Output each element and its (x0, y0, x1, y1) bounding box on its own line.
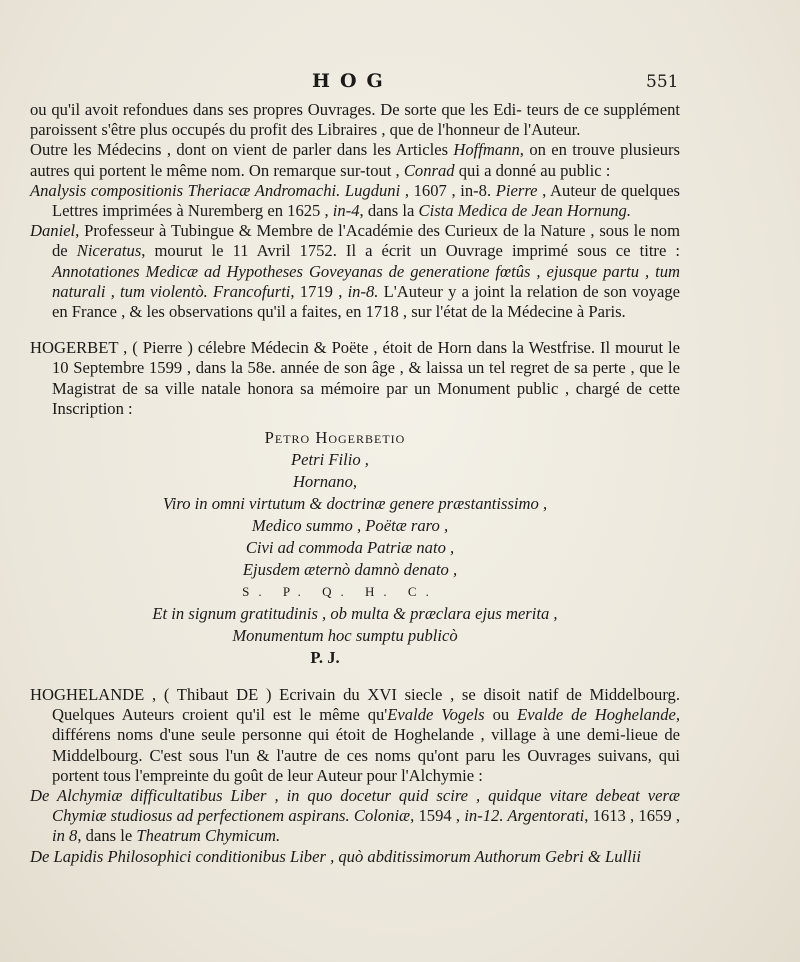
name-hoffmann: Hoffmann (453, 140, 520, 160)
inscription-line: Et in signum gratitudinis , ob multa & præclara ejus merita , (152, 604, 558, 624)
entry-text: ( Pierre ) célebre Médecin & Poëte , étoit de Horn dans la Westfrise. Il mourut le 10 Septembre 1599 , dans la 58e. année de son âge , & laissa un tel regret de sa perte , que le Magistrat de sa ville natale honora sa mémoire par un Monument public , chargé de cette Inscription : (52, 338, 680, 418)
entry-heading: HOGERBET , (30, 338, 128, 358)
name-daniel: Daniel (30, 221, 76, 241)
work-title: De Alchymiæ difficultatibus Liber , in quo docetur quid scire , quidque vitare debeat veræ Chymiæ studiosus ad perfectionem aspirans. Coloniæ (30, 786, 680, 826)
text-run: , 1719 , (290, 281, 343, 301)
entry-text: ( Thibaut DE ) Ecrivain du XVI siecle , se disoit natif de Middelbourg. Quelques Auteurs croient qu'il est le même qu' (52, 685, 681, 725)
name-niceratus: Niceratus (76, 241, 142, 261)
text-run: , Auteur de quelques Lettres imprimées à Nuremberg en 1625 , (52, 180, 681, 221)
running-title: HOG (312, 70, 393, 92)
inscription-line: Ejusdem æternò damnò denato , (242, 560, 458, 580)
text-line: teurs de ce supplément paroissent s'être plus occupés du profit des Libraires , (30, 100, 680, 140)
entry-hoghelande (30, 685, 680, 786)
work-title: Cista Medica de Jean Hornung. (418, 201, 631, 221)
entry-text: , différens noms d'une seule personne qui étoit de Hoghelande , village à une demi-lieue de Middelbourg. C'est sous l'un & l'autre de ces noms qu'ont paru les Ouvrages suivans, qui portent tous l'empreinte du goût de leur Auteur pour l'Alchymie : (52, 705, 681, 785)
inscription-line: Hornano, (292, 472, 358, 492)
work-imprint: , 1613 , 1659 , (584, 806, 681, 826)
text-line: ou qu'il avoit refondues dans ses propres Ouvrages. De sorte que les Edi- (30, 100, 522, 119)
text-run: L'Auteur y a joint la relation de son voyage en France , & les observations qu'il a faites, en 1718 , sur l'état de la Médecine à Paris. (52, 281, 680, 322)
inscription-line: Monumentum hoc sumptu publicò (232, 626, 458, 646)
work-imprint: , 1594 , (410, 806, 461, 826)
text-run: qui a donné au public : (458, 160, 611, 180)
inscription-line: Viro in omni virtutum & doctrinæ genere præstantissimo , (162, 494, 548, 514)
work-title: Annotationes Medicæ ad Hypotheses Goveyanas de generatione fœtûs , ejusque partu , tum naturali , tum violentò. Francofurti (52, 261, 680, 301)
inscription-line: Petri Filio , (291, 450, 369, 470)
text-line: que de l'honneur de l'Auteur. (389, 120, 581, 140)
inscription-line: Civi ad commoda Patriæ nato , (245, 538, 455, 558)
inscription-line: P. J. (310, 648, 340, 668)
inscription (30, 427, 680, 669)
hoghelande-work-2 (30, 847, 680, 867)
entry-text: ou (492, 705, 510, 725)
inscription-line: Medico summo , Poëtæ raro , (251, 516, 449, 536)
work-title: Analysis compositionis Theriacæ Andromachi. Lugduni (30, 180, 401, 200)
page-number: 551 (646, 72, 679, 92)
hoghelande-work-1 (30, 786, 680, 847)
work-imprint: , dans le (77, 826, 133, 846)
format: in 8 (52, 826, 78, 846)
text-run: , dans la (359, 201, 415, 221)
format: in-4 (332, 201, 360, 221)
text-run: , (519, 140, 524, 160)
text-run: on en trouve plusieurs autres qui portent le même nom. On remarque sur-tout , (30, 140, 680, 180)
text-run: , Professeur à Tubingue & Membre de l'Académie des Curieux de la Nature , sous le nom de (52, 221, 680, 261)
name-pierre: Pierre (495, 180, 538, 200)
paragraph-outre (30, 140, 680, 180)
continuation-paragraph (30, 100, 680, 140)
work-imprint: , 1607 , in-8. (404, 180, 492, 200)
inscription-line: S. P. Q. H. C. (242, 584, 438, 600)
format: in-8. (347, 281, 379, 301)
name-evalde-vogels: Evalde Vogels (387, 705, 485, 725)
name-evalde-hoghelande: Evalde de Hoghelande (517, 705, 676, 725)
work-title: Theatrum Chymicum. (136, 826, 281, 846)
name-conrad: Conrad (403, 160, 455, 180)
entry-hogerbet (30, 338, 680, 419)
entry-heading: HOGHELANDE , (30, 685, 157, 705)
running-header (0, 70, 800, 96)
main-text (30, 100, 680, 867)
daniel-entry (30, 221, 680, 322)
text-run: Outre les Médecins , dont on vient de parler dans les Articles (30, 140, 449, 160)
format: in-12. Argentorati (464, 806, 585, 826)
text-run: , mourut le 11 Avril 1752. Il a écrit un Ouvrage imprimé sous ce titre : (141, 241, 680, 261)
work-title: De Lapidis Philosophici conditionibus Liber , quò abditissimorum Authorum Gebri & Lullii (30, 846, 641, 866)
inscription-line: Petro Hogerbetio (264, 428, 406, 448)
conrad-work (30, 181, 680, 221)
